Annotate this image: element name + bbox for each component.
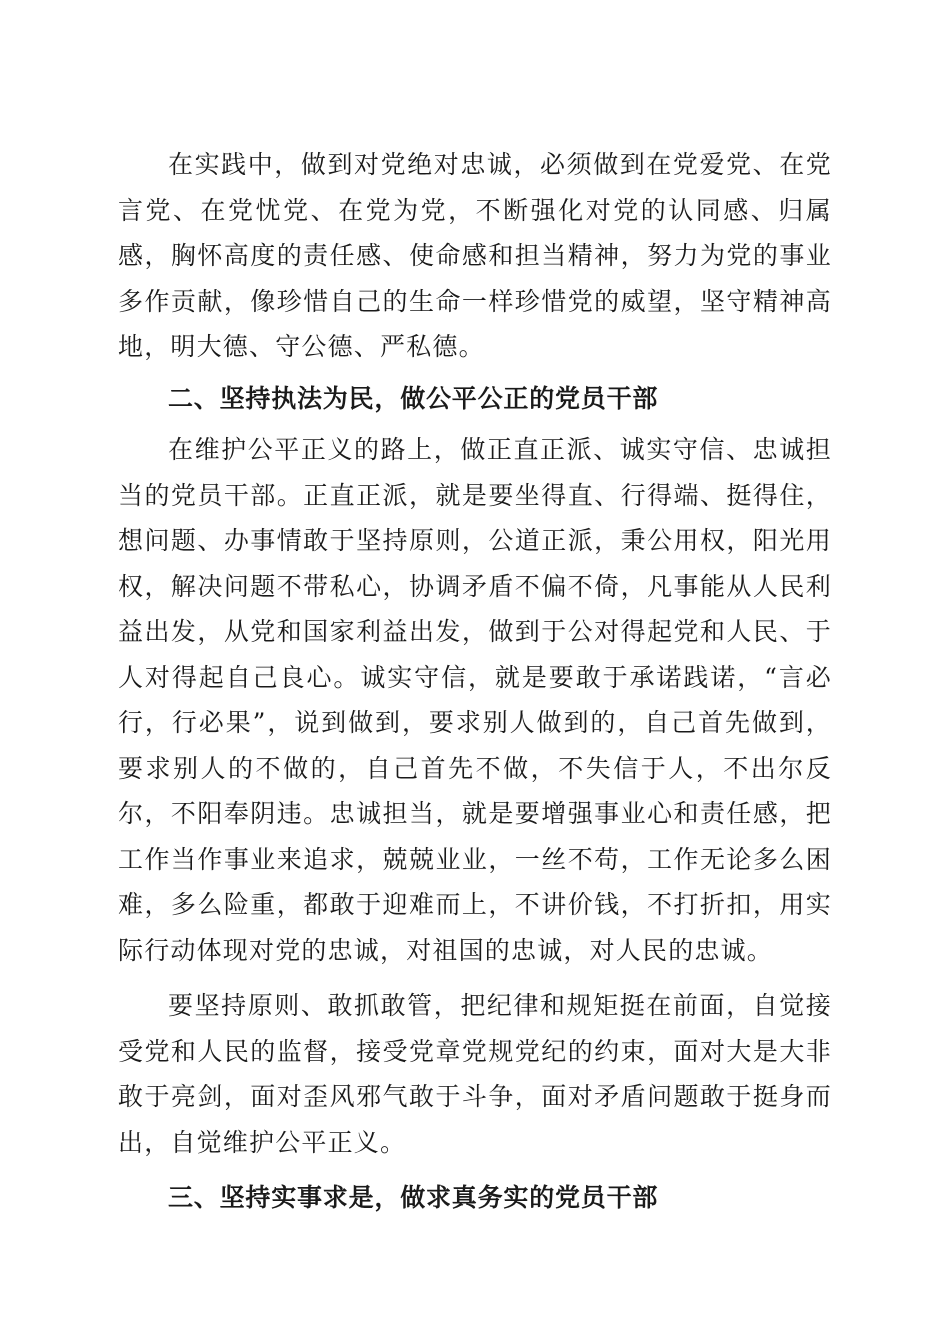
paragraph-fairness: 在维护公平正义的路上，做正直正派、诚实守信、忠诚担当的党员干部。正直正派，就是要坐得直、行得端、挺得住，想问题、办事情敢于坚持原则，公道正派，秉公用权，阳光用权，解决问题不带私心，协调矛盾不偏不倚，凡事能从人民利益出发，从党和国家利益出发，做到于公对得起党和人民、于人对得起自己良心。诚实守信，就是要敢于承诺践诺，“言必行，行必果”，说到做到，要求别人做到的，自己首先做到，要求别人的不做的，自己首先不做，不失信于人，不出尔反尔，不阳奉阴违。忠诚担当，就是要增强事业心和责任感，把工作当作事业来追求，兢兢业业，一丝不苟，工作无论多么困难，多么险重，都敢于迎难而上，不讲价钱，不打折扣，用实际行动体现对党的忠诚，对祖国的忠诚，对人民的忠诚。	[118, 435, 832, 965]
section-heading-2: 二、坚持执法为民，做公平公正的党员干部	[168, 383, 659, 413]
spacer	[118, 1165, 832, 1175]
paragraph-loyalty-practice: 在实践中，做到对党绝对忠诚，必须做到在党爱党、在党言党、在党忧党、在党为党，不断强化对党的认同感、归属感，胸怀高度的责任感、使命感和担当精神，努力为党的事业多作贡献，像珍惜自己的生命一样珍惜党的威望，坚守精神高地，明大德、守公德、严私德。	[118, 150, 832, 361]
section-heading-3: 三、坚持实事求是，做求真务实的党员干部	[168, 1183, 659, 1212]
spacer	[118, 973, 832, 983]
document-body	[118, 142, 832, 1221]
paragraph-principles: 要坚持原则、敢抓敢管，把纪律和规矩挺在前面，自觉接受党和人民的监督，接受党章党规党纪的约束，面对大是大非敢于亮剑，面对歪风邪气敢于斗争，面对矛盾问题敢于挺身而出，自觉维护公平正义。	[118, 991, 832, 1157]
